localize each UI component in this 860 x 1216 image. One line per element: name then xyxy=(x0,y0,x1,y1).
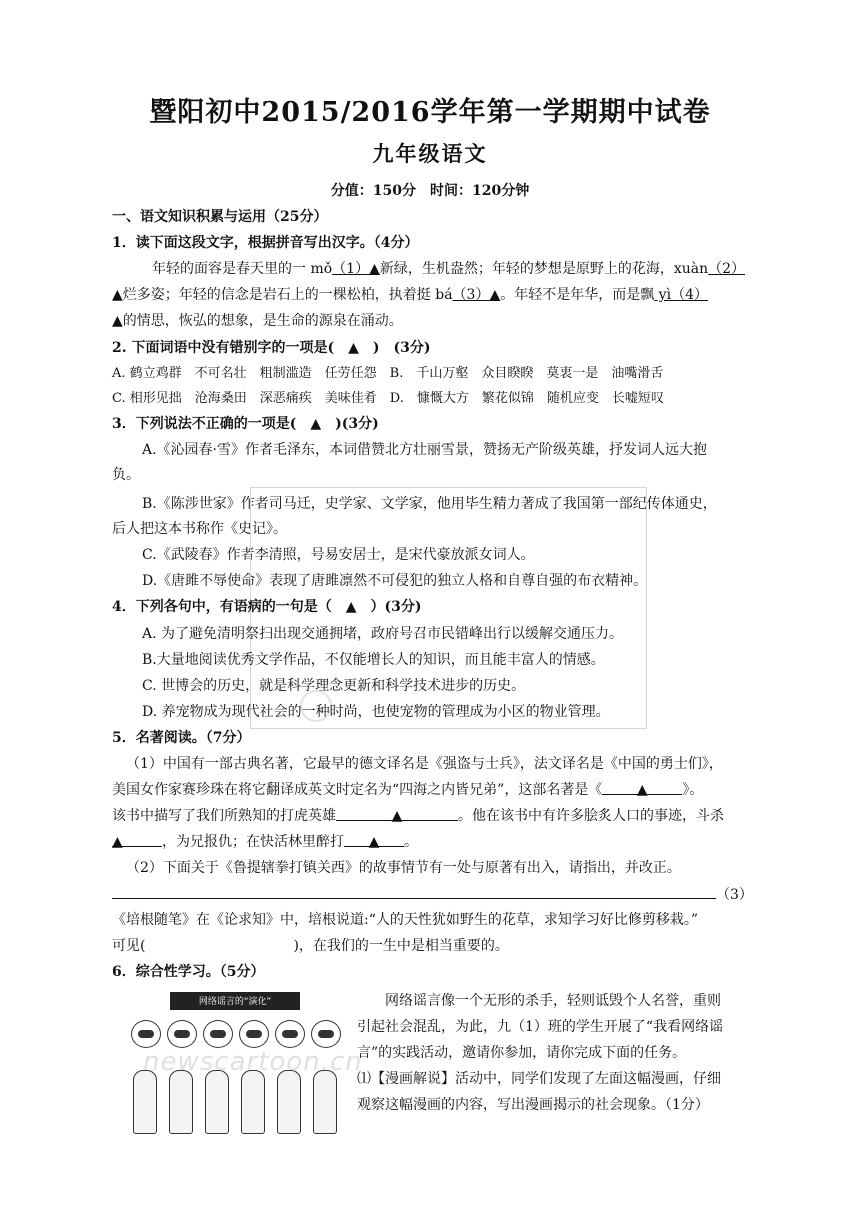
question-5-line-2 xyxy=(112,780,772,800)
speech-bubble-icon xyxy=(311,1020,341,1048)
q5-text: 。 xyxy=(404,834,418,850)
answer-blank-target[interactable] xyxy=(344,832,404,850)
person-figure-icon xyxy=(277,1070,301,1134)
question-3-option-a: A.《沁园春·雪》作者毛泽东，本词借赞北方壮丽雪景，赞扬无产阶级英雄，抒发词人远大抱 xyxy=(142,442,708,458)
q1-text: 烂多姿；年轻的信念是岩石上的一棵松柏，执着挺 bá xyxy=(122,287,453,303)
question-6-text-2: 引起社会混乱，为此，九（1）班的学生开展了“我看网络谣 xyxy=(357,1019,724,1035)
question-5-line-8 xyxy=(112,936,772,956)
question-6-text-4: ⑴【漫画解说】活动中，同学们发现了左面这幅漫画，仔细 xyxy=(357,1071,721,1087)
q5-text: （3） xyxy=(716,887,753,903)
answer-blank-1[interactable]: （1）▲ xyxy=(332,261,380,277)
cartoon-title: 网络谣言的“演化” xyxy=(198,997,272,1007)
blank-mark: ▲ xyxy=(391,808,403,824)
q1-text: 年轻的面容是春天里的一 mǒ xyxy=(152,261,333,277)
page-subtitle: 九年级语文 xyxy=(372,141,488,166)
q5-text: 。他在该书中有许多脍炙人口的事迹，斗杀 xyxy=(458,808,724,824)
blank-mark: ▲ xyxy=(368,834,380,850)
question-1-line-1 xyxy=(152,259,772,279)
question-6-text-1: 网络谣言像一个无形的杀手，轻则诋毁个人名誉，重则 xyxy=(385,993,721,1009)
question-2-options-cd: C. 相形见拙 沧海桑田 深恶痛疾 美味佳肴 D. 慷慨大方 繁花似锦 随机应变 长嘘短叹 xyxy=(112,391,664,406)
answer-blank-2[interactable]: （2） xyxy=(708,261,746,277)
question-3-option-d: D.《唐雎不辱使命》表现了唐雎凛然不可侵犯的独立人格和自尊自强的布衣精神。 xyxy=(142,573,648,589)
answer-blank-enemy[interactable] xyxy=(112,832,162,850)
person-figure-icon xyxy=(205,1070,229,1134)
q1-text: ▲ xyxy=(112,313,123,329)
question-6-text-3: 言”的实践活动，邀请你参加，请你完成下面的任务。 xyxy=(357,1045,687,1061)
rumor-cartoon xyxy=(125,992,363,1134)
question-6-stem: 6．综合性学习。（5分） xyxy=(112,964,265,980)
answer-line-correction[interactable] xyxy=(112,884,716,899)
person-figure-icon xyxy=(169,1070,193,1134)
answer-blank-book[interactable] xyxy=(602,780,682,798)
question-5-line-5: （2）下面关于《鲁提辖拳打镇关西》的故事情节有一处与原著有出入，请指出，并改正。 xyxy=(126,860,681,876)
question-1-stem: 1．读下面这段文字，根据拼音写出汉字。（4分） xyxy=(112,235,419,251)
person-figure-icon xyxy=(313,1070,337,1134)
section-heading: 一、语文知识积累与运用（25分） xyxy=(112,209,328,225)
question-5-line-1: （1）中国有一部古典名著，它最早的德文译名是《强盗与士兵》，法文译名是《中国的勇士们》， xyxy=(126,756,723,772)
exam-meta: 分值：150分 时间：120分钟 xyxy=(330,183,530,199)
blank-mark: ▲ xyxy=(112,834,123,850)
q1-text: 。年轻不是年华，而是飘 xyxy=(500,287,655,303)
question-3-stem: 3．下列说法不正确的一项是( ▲ )(3分) xyxy=(112,416,379,432)
blank-mark: ▲ xyxy=(636,782,648,798)
speech-bubble-icon xyxy=(239,1020,269,1048)
question-5-line-7: 《培根随笔》在《论求知》中，培根说道:“人的天性犹如野生的花草，求知学习好比修剪移栽。” xyxy=(112,912,699,928)
speech-bubble-icon xyxy=(167,1020,197,1048)
question-5-line-4 xyxy=(112,832,772,852)
answer-blank-hero[interactable] xyxy=(336,806,458,824)
q5-text: )，在我们的一生中是相当重要的。 xyxy=(293,938,509,954)
question-2-stem: 2. 下面词语中没有错别字的一项是( ▲ ) (3分) xyxy=(112,340,431,356)
question-1-line-3 xyxy=(112,311,772,331)
question-4-option-c: C. 世博会的历史，就是科学理念更新和科学技术进步的历史。 xyxy=(142,678,526,694)
q5-text: 可见( xyxy=(112,938,146,954)
q1-text: 新绿，生机盎然；年轻的梦想是原野上的花海，xuàn xyxy=(379,261,709,277)
question-4-option-d: D. 养宠物成为现代社会的一种时尚，也使宠物的管理成为小区的物业管理。 xyxy=(142,704,610,720)
question-3-option-b-cont: 后人把这本书称作《史记》。 xyxy=(112,521,287,537)
question-5-answer-line xyxy=(112,884,772,905)
person-figure-icon xyxy=(133,1070,157,1134)
q5-text: 》。 xyxy=(682,782,704,798)
question-2-options-ab: A. 鹤立鸡群 不可名壮 粗制滥造 任劳任怨 B. 千山万壑 众目睽睽 莫衷一是 油嘴滑舌 xyxy=(112,366,664,381)
question-3-option-a-cont: 负。 xyxy=(112,467,140,483)
q5-text: 美国女作家赛珍珠在将它翻译成英文时定名为“四海之内皆兄弟”，这部名著是《 xyxy=(112,782,603,798)
cartoon-watermark: newscartoon.cn xyxy=(143,1047,363,1077)
question-5-line-3 xyxy=(112,806,772,826)
question-4-option-a: A. 为了避免清明祭扫出现交通拥堵，政府号召市民错峰出行以缓解交通压力。 xyxy=(142,626,624,642)
q1-text: ▲ xyxy=(112,287,123,303)
person-figure-icon xyxy=(241,1070,265,1134)
question-3-option-c: C.《武陵春》作者李清照，号易安居士，是宋代豪放派女词人。 xyxy=(142,547,535,563)
q5-text: 该书中描写了我们所熟知的打虎英雄 xyxy=(112,808,336,824)
question-1-line-2 xyxy=(112,285,772,305)
answer-blank-4[interactable]: yì（4） xyxy=(654,287,708,303)
question-5-stem: 5．名著阅读。（7分） xyxy=(112,730,251,746)
q5-text: ，为兄报仇；在快活林里醉打 xyxy=(162,834,344,850)
question-6-text-5: 观察这幅漫画的内容，写出漫画揭示的社会现象。（1分） xyxy=(357,1097,709,1113)
page-title: 暨阳初中2015/2016学年第一学期期中试卷 xyxy=(149,97,711,128)
question-3-option-b: B.《陈涉世家》作者司马迁，史学家、文学家，他用毕生精力著成了我国第一部纪传体通史， xyxy=(142,496,717,512)
q1-text: 的情思，恢弘的想象，是生命的源泉在涌动。 xyxy=(122,313,403,329)
question-4-stem: 4．下列各句中，有语病的一句是（ ▲ ）(3分) xyxy=(112,599,422,615)
speech-bubble-icon xyxy=(203,1020,233,1048)
answer-blank-3[interactable]: （3）▲ xyxy=(452,287,501,303)
question-4-option-b: B.大量地阅读优秀文学作品，不仅能增长人的知识，而且能丰富人的情感。 xyxy=(142,652,605,668)
speech-bubble-icon xyxy=(275,1020,305,1048)
speech-bubble-icon xyxy=(131,1020,161,1048)
